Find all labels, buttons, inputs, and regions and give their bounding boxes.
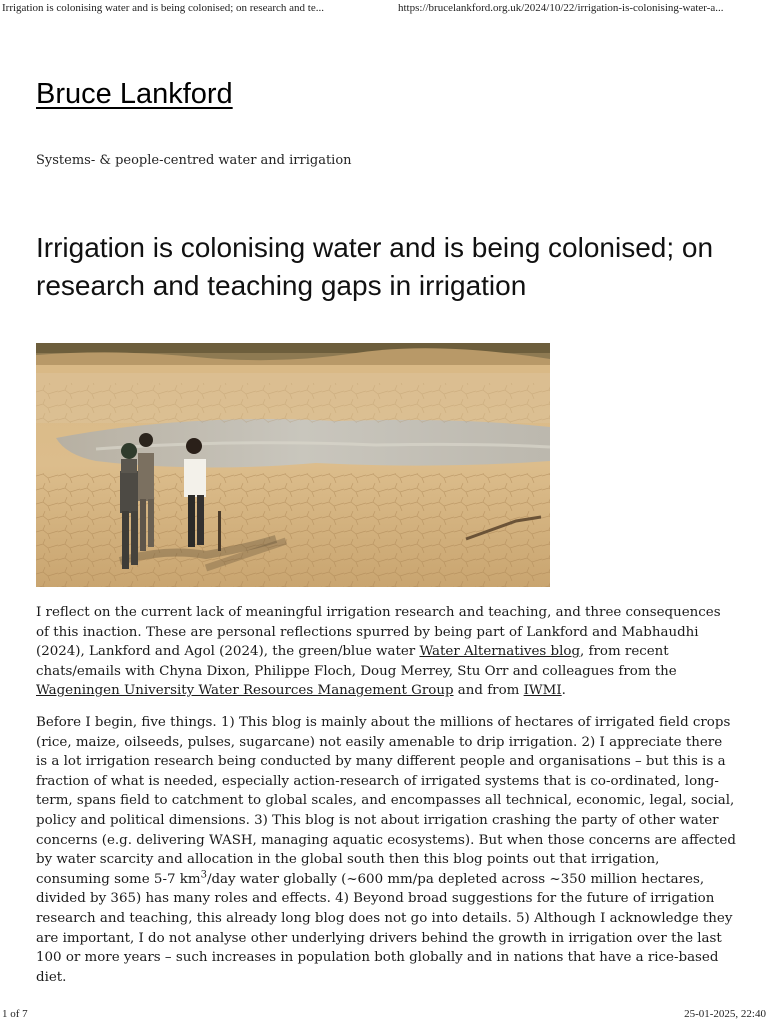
- water-alternatives-blog-link[interactable]: Water Alternatives blog: [419, 644, 581, 660]
- intro-text-2: , from recent chats/emails with Chyna Dixon, Philippe Floch, Doug Merrey, Stu Orr and colleagues from the: [36, 644, 677, 679]
- print-header-url: https://brucelankford.org.uk/2024/10/22/irrigation-is-colonising-water-a...: [398, 2, 724, 14]
- wageningen-university-link[interactable]: Wageningen University Water Resources Management Group: [36, 683, 454, 699]
- intro-text-4: .: [561, 683, 566, 699]
- print-header: [0, 0, 768, 16]
- post-title: Irrigation is colonising water and is being colonised; on research and teaching gaps in irrigation: [36, 232, 714, 301]
- iwmi-link[interactable]: IWMI: [523, 683, 562, 699]
- five-things-text-1: Before I begin, five things. 1) This blog is mainly about the millions of hectares of irrigated field crops (rice, maize, oilseeds, pulses, sugarcane) not easily amenable to drip irrigation. 2) I appreciate there is a lot irrigation research being conducted by many different people and organisations – but this is a fraction of what is needed, especially action-research of irrigated systems that is co-ordinated, long-term, spans field to catchment to global scales, and encompasses all technical, economic, legal, social, policy and political dimensions. 3) This blog is not about irrigation crashing the party of other water concerns (e.g. delivering WASH, managing aquatic ecosystems). But when those concerns are affected by water scarcity and allocation in the global south then this blog points out that irrigation, consuming some 5-7 km: [36, 714, 736, 887]
- site-tagline: Systems- & people-centred water and irrigation: [36, 153, 352, 168]
- intro-text-1: I reflect on the current lack of meaningful irrigation research and teaching, and three consequences of this inaction. These are personal reflections spurred by being part of Lankford and Mabhaudhi (2024), Lankford and Agol (2024), the green/blue water: [36, 605, 721, 660]
- five-things-text-2: /day water globally (~600 mm/pa depleted across ~350 million hectares, divided by 365) has many roles and effects. 4) Beyond broad suggestions for the future of irrigation research and teaching, this already long blog does not go into details. 5) Although I acknowledge they are important, I do not analyse other underlying drivers behind the growth in irrigation over the last 100 or more years – such increases in population both globally and in nations that have a rice-based diet.: [36, 871, 733, 985]
- print-header-title: Irrigation is colonising water and is being colonised; on research and te...: [2, 2, 324, 14]
- paragraph-five-things: [36, 713, 736, 987]
- post-photo: [36, 343, 550, 587]
- superscript-3: 3: [200, 869, 207, 881]
- print-datetime: 25-01-2025, 22:40: [684, 1008, 766, 1020]
- page-number: 1 of 7: [2, 1008, 28, 1020]
- post-body: [36, 603, 736, 999]
- intro-text-3: and from: [453, 683, 524, 699]
- print-footer: [0, 1006, 768, 1024]
- site-title-link[interactable]: Bruce Lankford: [36, 78, 233, 110]
- paragraph-intro: [36, 603, 736, 701]
